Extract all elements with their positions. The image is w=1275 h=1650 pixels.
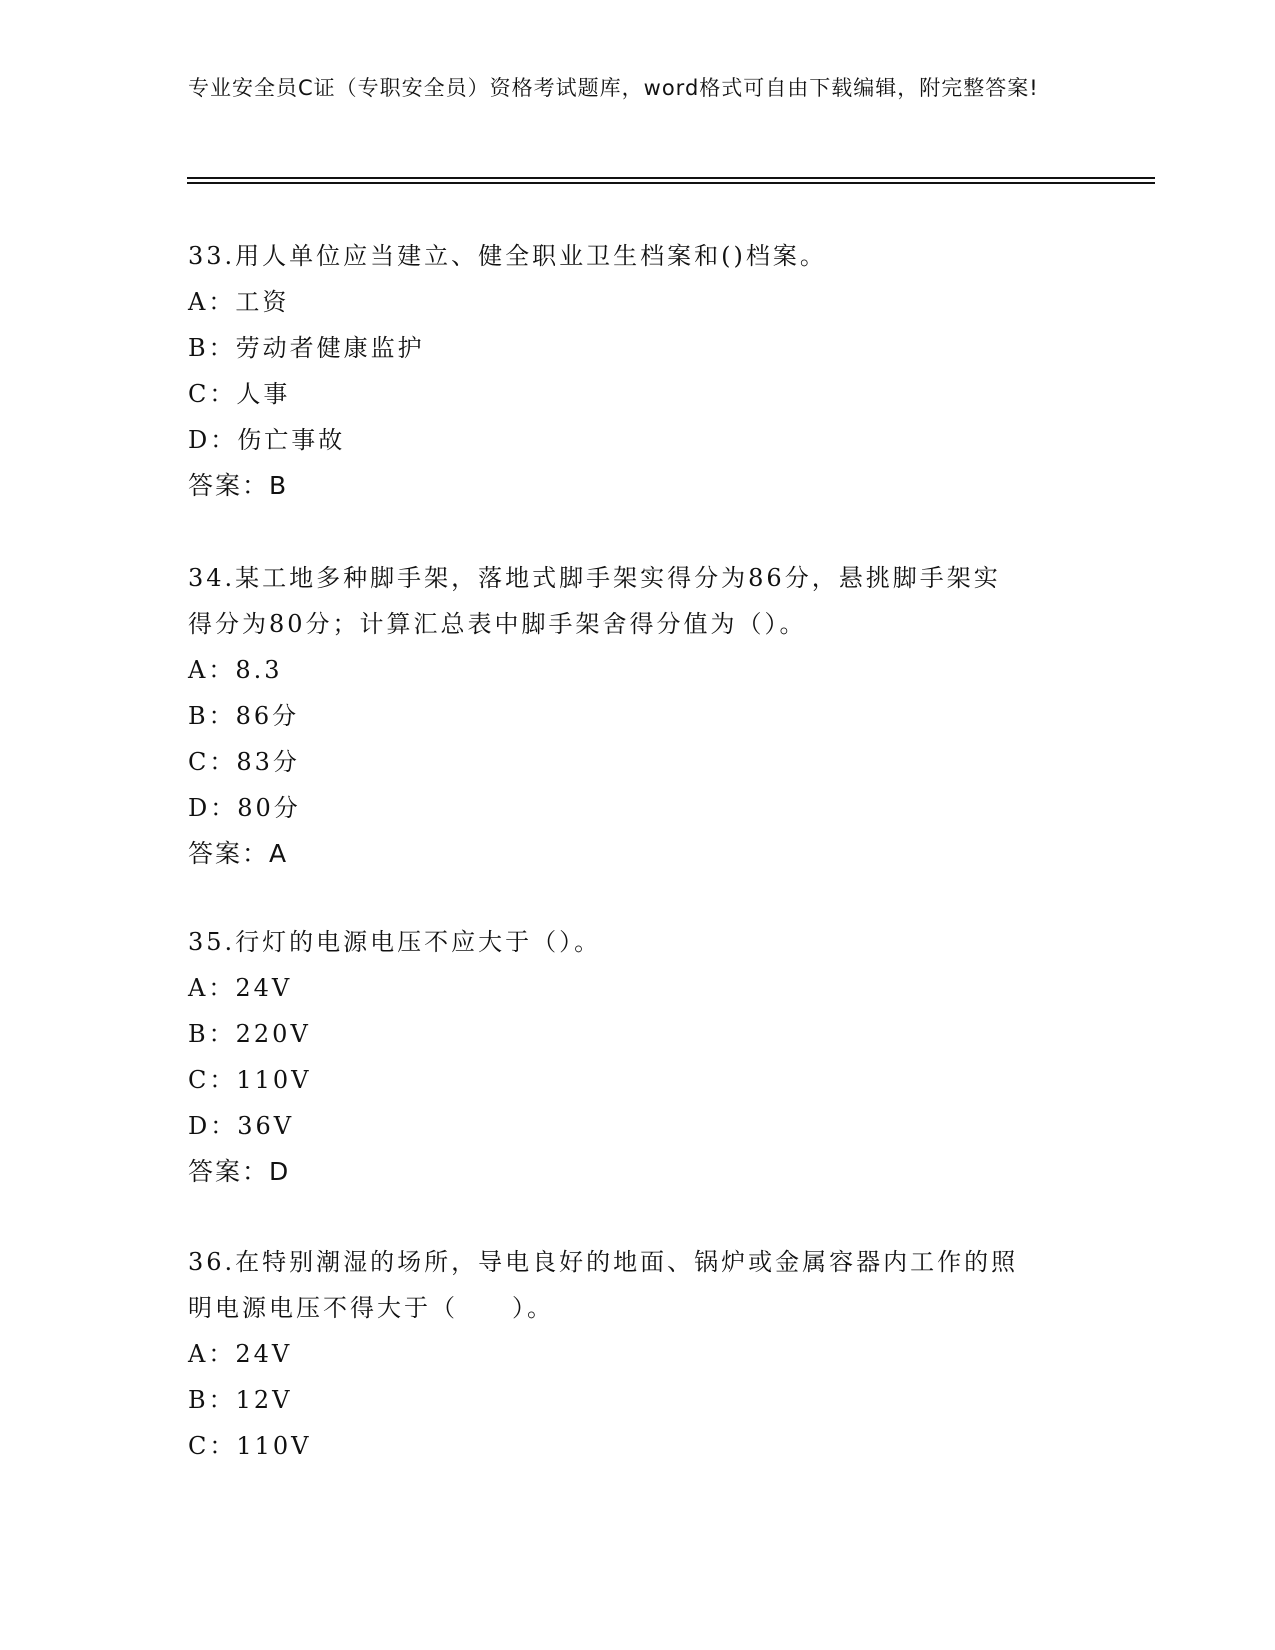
option-c: C：83分 bbox=[188, 748, 300, 776]
option-c: C：人事 bbox=[188, 380, 291, 408]
question-33 bbox=[188, 233, 1088, 509]
option-d: D：伤亡事故 bbox=[188, 426, 346, 454]
option-a: A：24V bbox=[188, 974, 293, 1002]
question-stem: 33.用人单位应当建立、健全职业卫生档案和()档案。 bbox=[188, 242, 827, 270]
document-header: 专业安全员C证（专职安全员）资格考试题库，word格式可自由下载编辑，附完整答案! bbox=[188, 76, 1039, 100]
answer: 答案：B bbox=[188, 471, 289, 500]
option-a: A：24V bbox=[188, 1340, 293, 1368]
answer: 答案：D bbox=[188, 1157, 291, 1186]
option-b: B：12V bbox=[188, 1386, 293, 1414]
option-b: B：220V bbox=[188, 1020, 311, 1048]
option-c: C：110V bbox=[188, 1432, 312, 1460]
option-d: D：80分 bbox=[188, 794, 301, 822]
answer: 答案：A bbox=[188, 839, 289, 868]
option-b: B：86分 bbox=[188, 702, 300, 730]
question-stem: 35.行灯的电源电压不应大于（）。 bbox=[188, 928, 602, 956]
option-d: D：36V bbox=[188, 1112, 295, 1140]
option-a: A：8.3 bbox=[188, 656, 283, 684]
question-stem-line-1: 34.某工地多种脚手架，落地式脚手架实得分为86分，悬挑脚手架实 bbox=[188, 564, 1001, 592]
question-36 bbox=[188, 1239, 1088, 1469]
option-c: C：110V bbox=[188, 1066, 312, 1094]
option-b: B：劳动者健康监护 bbox=[188, 334, 425, 362]
option-a: A：工资 bbox=[188, 288, 290, 316]
question-34 bbox=[188, 555, 1088, 877]
question-stem-line-2: 明电源电压不得大于（ ）。 bbox=[188, 1294, 554, 1322]
header-divider-bottom bbox=[187, 182, 1155, 184]
question-35 bbox=[188, 919, 1088, 1195]
question-stem-line-2: 得分为80分；计算汇总表中脚手架舍得分值为（）。 bbox=[188, 610, 807, 638]
question-stem-line-1: 36.在特别潮湿的场所，导电良好的地面、锅炉或金属容器内工作的照 bbox=[188, 1248, 1019, 1276]
header-divider-top bbox=[187, 177, 1155, 179]
